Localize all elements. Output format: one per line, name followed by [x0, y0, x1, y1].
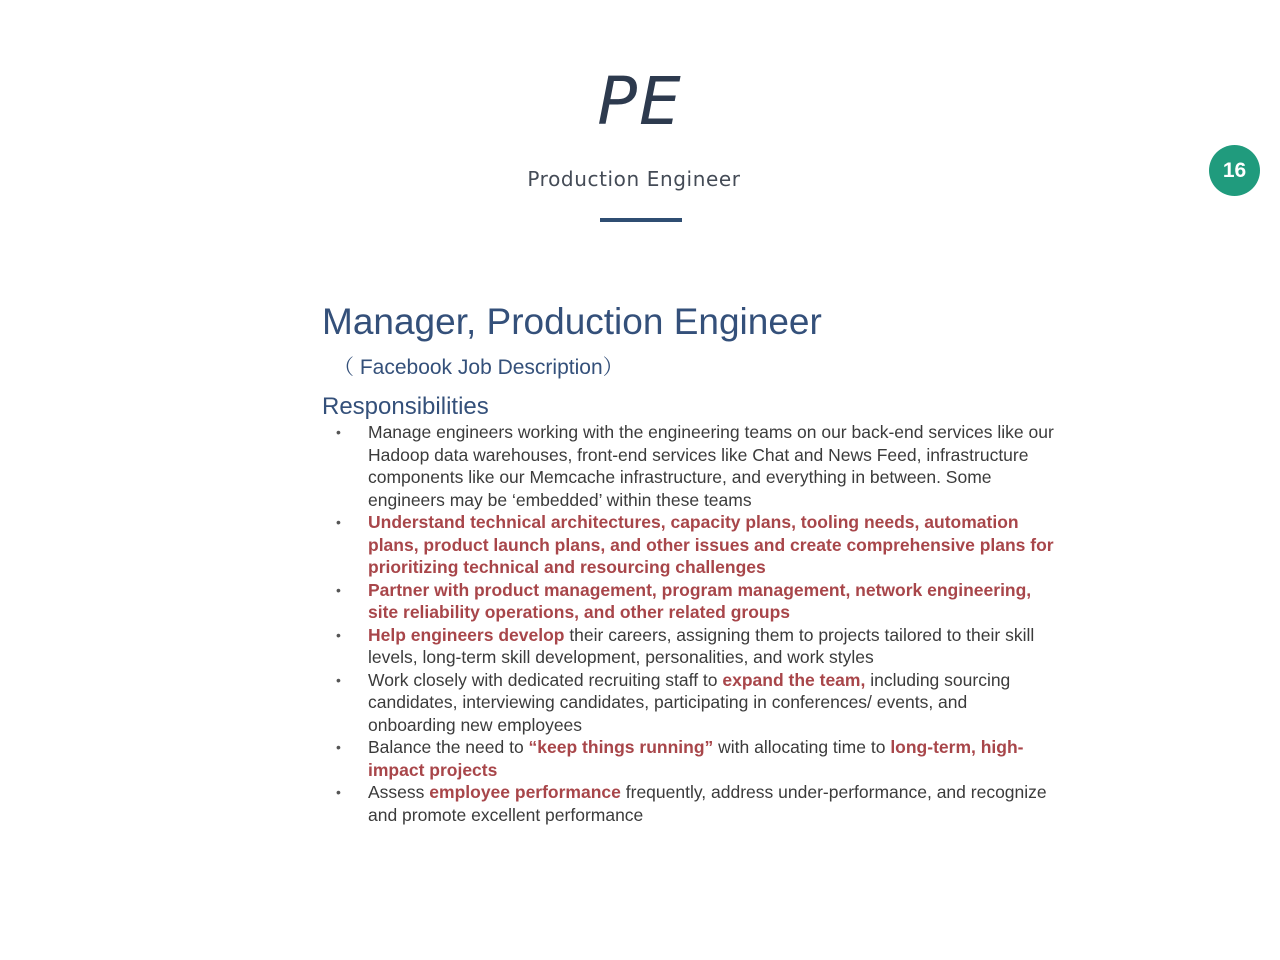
title-divider	[600, 218, 682, 222]
responsibilities-list	[334, 421, 1054, 826]
emphasized-text: Help engineers develop	[368, 624, 565, 645]
bullet-icon: •	[336, 581, 341, 598]
bullet-icon: •	[336, 784, 341, 800]
body-text: with allocating time to	[713, 737, 891, 757]
emphasized-text: “keep things running”	[528, 737, 714, 757]
body-text: their careers, assigning them to projects tailored to their skill levels, long-term skill development, personalities, and work styles	[368, 624, 1035, 667]
body-text: frequently, address under-performance, and recognize and promote excellent performance	[368, 782, 1047, 825]
emphasized-text: long-term, high-impact projects	[368, 737, 1024, 780]
body-text: Manage engineers working with the engineering teams on our back-end services like our Hadoop data warehouses, front-end services like Chat and News Feed, infrastructure components like our Memcache infrastructure, and everything in between. Some engineers may be ‘embedded’ within these teams	[368, 422, 1054, 510]
emphasized-text: employee performance	[429, 782, 621, 802]
emphasized-text: expand the team,	[722, 669, 866, 690]
bullet-icon: •	[336, 671, 341, 688]
body-text: including sourcing candidates, interviewing candidates, participating in conferences/ events, and onboarding new employees	[368, 669, 1011, 735]
responsibilities-heading: Responsibilities	[322, 393, 489, 420]
page-subtitle: Production Engineer	[527, 167, 741, 191]
bullet-icon: •	[336, 739, 341, 755]
list-item	[334, 736, 1054, 781]
document-source: （ Facebook Job Description）	[333, 356, 624, 379]
emphasized-text: Understand technical architectures, capacity plans, tooling needs, automation plans, product launch plans, and other issues and create comprehensive plans for prioritizing technical and resourcing challenges	[368, 512, 1054, 577]
body-text: Assess	[368, 782, 430, 802]
document-title: Manager, Production Engineer	[322, 301, 822, 342]
body-text: Balance the need to	[368, 737, 529, 757]
list-item	[334, 781, 1054, 826]
list-item	[334, 669, 1054, 737]
bullet-icon: •	[336, 626, 341, 643]
list-item	[334, 421, 1054, 511]
page-number-badge: 16	[1209, 145, 1260, 196]
emphasized-text: Partner with product management, program management, network engineering, site reliability operations, and other related groups	[368, 579, 1032, 622]
list-item	[334, 624, 1054, 669]
list-item	[334, 579, 1054, 624]
body-text: Work closely with dedicated recruiting staff to	[368, 669, 723, 690]
bullet-icon: •	[336, 424, 341, 440]
list-item	[334, 511, 1054, 579]
pe-logo: PE	[597, 63, 683, 140]
bullet-icon: •	[336, 514, 341, 530]
